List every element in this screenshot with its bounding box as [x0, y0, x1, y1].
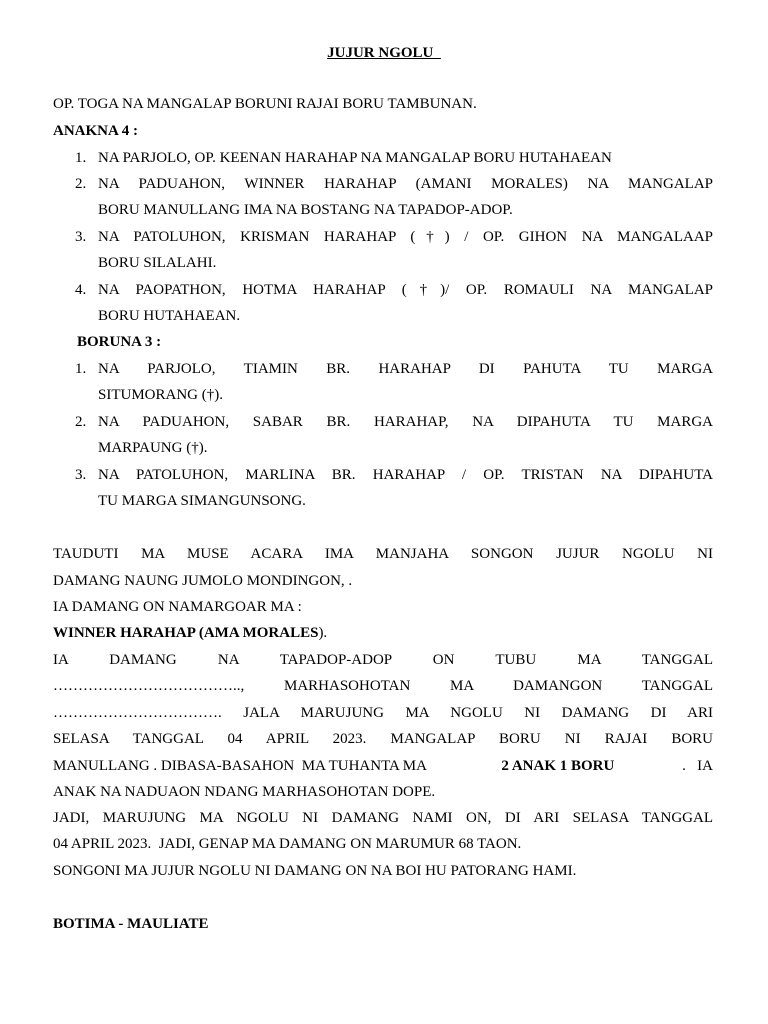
boruna-item-2-line-2: MARPAUNG (†). [98, 440, 208, 456]
boruna-item-2-line-1: NA PADUAHON, SABAR BR. HARAHAP, NA DIPAHUTA TU MARGA [98, 414, 713, 430]
body-p3-line-3: ……………………………. JALA MARUJUNG MA NGOLU NI DAMANG DI ARI [53, 705, 713, 721]
body-p2: IA DAMANG ON NAMARGOAR MA : [53, 599, 302, 615]
body-p3-line-6: ANAK NA NADUAON NDANG MARHASOHOTAN DOPE. [53, 784, 436, 800]
anakna-heading: ANAKNA 4 : [53, 123, 138, 139]
intro-line: OP. TOGA NA MANGALAP BORUNI RAJAI BORU TAMBUNAN. [53, 96, 477, 112]
body-p1-line-1: TAUDUTI MA MUSE ACARA IMA MANJAHA SONGON JUJUR NGOLU NI [53, 546, 713, 562]
closing: BOTIMA - MAULIATE [53, 916, 209, 932]
boruna-item-3-line-1: NA PATOLUHON, MARLINA BR. HARAHAP / OP. TRISTAN NA DIPAHUTA [98, 467, 713, 483]
boruna-item-3-number: 3. [75, 467, 87, 483]
body-p4-line-1: JADI, MARUJUNG MA NGOLU NI DAMANG NAMI ON, DI ARI SELASA TANGGAL [53, 810, 713, 826]
body-p1-line-2: DAMANG NAUNG JUMOLO MONDINGON, . [53, 573, 353, 589]
anakna-item-4-line-2: BORU HUTAHAEAN. [98, 308, 241, 324]
document-title: JUJUR NGOLU [327, 45, 441, 61]
anakna-item-2-line-1: NA PADUAHON, WINNER HARAHAP (AMANI MORALES) NA MANGALAP [98, 176, 713, 192]
children-count: 2 ANAK 1 BORU [501, 758, 615, 774]
boruna-item-1-line-2: SITUMORANG (†). [98, 387, 223, 403]
anakna-item-4-line-1: NA PAOPATHON, HOTMA HARAHAP (†)/ OP. ROMAULI NA MANGALAP [98, 282, 713, 298]
boruna-item-3-line-2: TU MARGA SIMANGUNSONG. [98, 493, 306, 509]
honoree-name-tail: ). [318, 625, 328, 641]
body-p4-line-2: 04 APRIL 2023. JADI, GENAP MA DAMANG ON MARUMUR 68 TAON. [53, 836, 522, 852]
anakna-item-1-number: 1. [75, 150, 87, 166]
anakna-item-4-number: 4. [75, 282, 87, 298]
body-p3-line-5-end: . IA [682, 758, 713, 774]
honoree-name: WINNER HARAHAP (AMA MORALES [53, 625, 319, 641]
anakna-item-3-line-1: NA PATOLUHON, KRISMAN HARAHAP (†) / OP. GIHON NA MANGALAAP [98, 229, 713, 245]
anakna-item-2-number: 2. [75, 176, 87, 192]
boruna-item-1-line-1: NA PARJOLO, TIAMIN BR. HARAHAP DI PAHUTA TU MARGA [98, 361, 713, 377]
body-p3-line-5-start: MANULLANG . DIBASA-BASAHON MA TUHANTA MA [53, 758, 434, 774]
boruna-heading: BORUNA 3 : [77, 334, 162, 350]
anakna-item-3-number: 3. [75, 229, 87, 245]
anakna-item-3-line-2: BORU SILALAHI. [98, 255, 217, 271]
body-p3-line-5 [53, 756, 713, 776]
body-p3-line-4: SELASA TANGGAL 04 APRIL 2023. MANGALAP BORU NI RAJAI BORU [53, 731, 713, 747]
boruna-item-2-number: 2. [75, 414, 87, 430]
body-p3-line-1: IA DAMANG NA TAPADOP-ADOP ON TUBU MA TANGGAL [53, 652, 713, 668]
anakna-item-2-line-2: BORU MANULLANG IMA NA BOSTANG NA TAPADOP-ADOP. [98, 202, 513, 218]
boruna-item-1-number: 1. [75, 361, 87, 377]
anakna-item-1-line-1: NA PARJOLO, OP. KEENAN HARAHAP NA MANGALAP BORU HUTAHAEAN [98, 150, 612, 166]
honoree-name-line [53, 623, 327, 643]
body-p3-line-2: ……………………………….., MARHASOHOTAN MA DAMANGON TANGGAL [53, 678, 713, 694]
body-p5: SONGONI MA JUJUR NGOLU NI DAMANG ON NA BOI HU PATORANG HAMI. [53, 863, 577, 879]
